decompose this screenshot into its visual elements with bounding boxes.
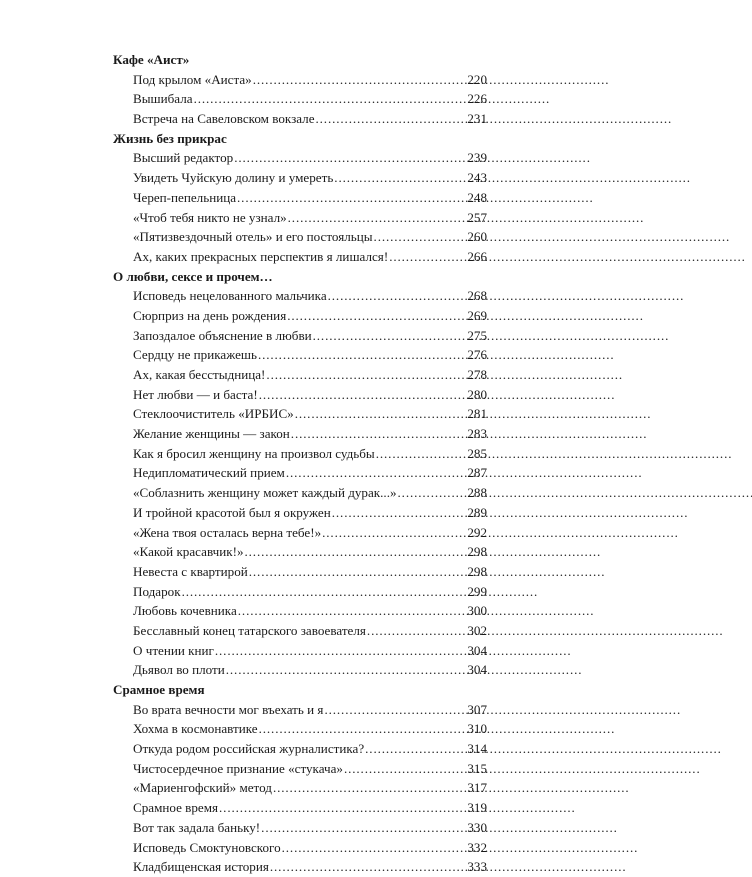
entry-title: Бесславный конец татарского завоевателя <box>133 622 366 638</box>
entry-title: Исповедь Смоктуновского <box>133 839 281 855</box>
toc-entry <box>113 444 487 464</box>
entry-page: 248 <box>467 189 487 205</box>
entry-page: 281 <box>467 406 487 422</box>
table-of-contents <box>113 50 487 877</box>
entry-title: Исповедь нецелованного мальчика <box>133 288 327 304</box>
entry-title: Сердцу не прикажешь <box>133 347 257 363</box>
entry-page: 330 <box>467 819 487 835</box>
entry-page: 292 <box>467 524 487 540</box>
entry-title: Любовь кочевника <box>133 603 237 619</box>
leader-dots <box>367 621 466 641</box>
leader-dots <box>253 70 467 90</box>
leader-dots <box>182 582 467 602</box>
entry-title: Хохма в космонавтике <box>133 721 258 737</box>
entry-page: 304 <box>467 662 487 678</box>
entry-page: 314 <box>467 741 487 757</box>
toc-entry <box>113 778 487 798</box>
entry-title: Вот так задала баньку! <box>133 819 261 835</box>
entry-title: Высший редактор <box>133 150 234 166</box>
toc-entry <box>113 385 487 405</box>
entry-page: 288 <box>467 485 487 501</box>
leader-dots <box>266 365 466 385</box>
entry-page: 289 <box>467 504 487 520</box>
toc-entry <box>113 483 487 503</box>
toc-entry <box>113 247 487 267</box>
entry-page: 300 <box>467 603 487 619</box>
entry-page: 315 <box>467 760 487 776</box>
entry-title: Чистосердечное признание «стукача» <box>133 760 343 776</box>
entry-page: 333 <box>467 859 487 875</box>
entry-page: 280 <box>467 386 487 402</box>
leader-dots <box>287 306 466 326</box>
entry-page: 260 <box>467 229 487 245</box>
entry-page: 276 <box>467 347 487 363</box>
toc-entry <box>113 660 487 680</box>
leader-dots <box>238 601 467 621</box>
leader-dots <box>288 208 467 228</box>
entry-page: 317 <box>467 780 487 796</box>
entry-title: «Мариенгофский» метод <box>133 780 272 796</box>
toc-entry <box>113 70 487 90</box>
leader-dots <box>270 857 466 877</box>
entry-title: «Какой красавчик!» <box>133 544 244 560</box>
toc-entry <box>113 188 487 208</box>
leader-dots <box>194 89 467 109</box>
entry-title: Как я бросил женщину на произвол судьбы <box>133 445 375 461</box>
toc-entry <box>113 306 487 326</box>
entry-page: 243 <box>467 170 487 186</box>
toc-entry <box>113 345 487 365</box>
entry-title: И тройной красотой был я окружен <box>133 504 331 520</box>
leader-dots <box>316 109 467 129</box>
leader-dots <box>295 404 467 424</box>
entry-page: 332 <box>467 839 487 855</box>
toc-entry <box>113 739 487 759</box>
toc-entry <box>113 326 487 346</box>
toc-entry <box>113 148 487 168</box>
section-title: Срамное время <box>113 682 205 697</box>
entry-title: «Соблазнить женщину может каждый дурак...» <box>133 485 397 501</box>
entry-page: 302 <box>467 622 487 638</box>
entry-page: 257 <box>467 209 487 225</box>
toc-entry <box>113 700 487 720</box>
toc-entry <box>113 168 487 188</box>
entry-title: Встреча на Савеловском вокзале <box>133 111 315 127</box>
leader-dots <box>219 798 466 818</box>
leader-dots <box>258 345 466 365</box>
toc-entry <box>113 503 487 523</box>
entry-title: Вышибала <box>133 91 193 107</box>
leader-dots <box>374 227 467 247</box>
toc-entry <box>113 109 487 129</box>
entry-page: 266 <box>467 248 487 264</box>
entry-page: 220 <box>467 71 487 87</box>
entry-title: Ах, какая бесстыдница! <box>133 367 266 382</box>
toc-entry <box>113 798 487 818</box>
entry-page: 269 <box>467 307 487 323</box>
toc-entry <box>113 404 487 424</box>
leader-dots <box>237 188 466 208</box>
leader-dots <box>365 739 466 759</box>
section-title: Кафе «Аист» <box>113 52 190 67</box>
entry-page: 307 <box>467 701 487 717</box>
toc-entry <box>113 818 487 838</box>
toc-entry <box>113 562 487 582</box>
toc-entry <box>113 286 487 306</box>
leader-dots <box>291 424 467 444</box>
entry-title: «Жена твоя осталась верна тебе!» <box>133 524 322 540</box>
leader-dots <box>313 326 467 346</box>
toc-entry <box>113 759 487 779</box>
entry-page: 310 <box>467 721 487 737</box>
leader-dots <box>249 562 467 582</box>
entry-title: Череп-пепельница <box>133 189 237 205</box>
toc-entry <box>113 463 487 483</box>
leader-dots <box>259 385 467 405</box>
leader-dots <box>328 286 467 306</box>
toc-entry <box>113 523 487 543</box>
entry-title: Ах, каких прекрасных перспектив я лишался! <box>133 248 389 264</box>
entry-title: О чтении книг <box>133 642 214 658</box>
section-title: Жизнь без прикрас <box>113 130 227 146</box>
leader-dots <box>282 838 467 858</box>
entry-page: 226 <box>467 91 487 107</box>
entry-title: Запоздалое объяснение в любви <box>133 327 312 343</box>
leader-dots <box>322 523 466 543</box>
toc-entry <box>113 838 487 858</box>
leader-dots <box>334 168 466 188</box>
leader-dots <box>286 463 467 483</box>
toc-entry <box>113 641 487 661</box>
entry-title: Срамное время <box>133 800 219 816</box>
section-title: О любви, сексе и прочем… <box>113 268 273 284</box>
entry-page: 278 <box>467 367 487 382</box>
leader-dots <box>376 444 467 464</box>
entry-title: Увидеть Чуйскую долину и умереть <box>133 170 334 186</box>
entry-title: «Чтоб тебя никто не узнал» <box>133 209 287 225</box>
entry-page: 304 <box>467 642 487 658</box>
entry-page: 285 <box>467 445 487 461</box>
toc-entry <box>113 621 487 641</box>
entry-page: 298 <box>467 544 487 560</box>
toc-entry <box>113 582 487 602</box>
leader-dots <box>332 503 467 523</box>
entry-title: «Пятизвездочный отель» и его постояльцы <box>133 229 373 245</box>
leader-dots <box>398 483 467 503</box>
entry-page: 239 <box>467 150 487 166</box>
leader-dots <box>261 818 466 838</box>
leader-dots <box>273 778 466 798</box>
leader-dots <box>344 759 466 779</box>
leader-dots <box>234 148 466 168</box>
toc-entry <box>113 89 487 109</box>
leader-dots <box>245 542 467 562</box>
leader-dots <box>389 247 466 267</box>
entry-page: 319 <box>467 800 487 816</box>
toc-entry <box>113 601 487 621</box>
entry-page: 231 <box>467 111 487 127</box>
entry-title: Кладбищенская история <box>133 859 269 875</box>
toc-entry <box>113 857 487 877</box>
leader-dots <box>324 700 466 720</box>
entry-page: 268 <box>467 288 487 304</box>
entry-title: Невеста с квартирой <box>133 563 248 579</box>
entry-title: Во врата вечности мог въехать и я <box>133 701 324 717</box>
entry-title: Под крылом «Аиста» <box>133 71 252 87</box>
entry-title: Дьявол во плоти <box>133 662 225 678</box>
entry-title: Откуда родом российская журналистика? <box>133 741 365 757</box>
leader-dots <box>226 660 467 680</box>
entry-page: 275 <box>467 327 487 343</box>
entry-title: Желание женщины — закон <box>133 426 290 442</box>
toc-entry <box>113 365 487 385</box>
entry-title: Сюрприз на день рождения <box>133 307 287 323</box>
entry-page: 283 <box>467 426 487 442</box>
entry-page: 299 <box>467 583 487 599</box>
leader-dots <box>215 641 466 661</box>
toc-entry <box>113 227 487 247</box>
toc-entry <box>113 424 487 444</box>
toc-entry <box>113 719 487 739</box>
entry-page: 298 <box>467 563 487 579</box>
entry-title: Нет любви — и баста! <box>133 386 258 402</box>
leader-dots <box>259 719 467 739</box>
entry-title: Стеклоочиститель «ИРБИС» <box>133 406 294 422</box>
entry-title: Недипломатический прием <box>133 465 285 481</box>
toc-entry <box>113 208 487 228</box>
entry-page: 287 <box>467 465 487 481</box>
toc-entry <box>113 542 487 562</box>
entry-title: Подарок <box>133 583 181 599</box>
